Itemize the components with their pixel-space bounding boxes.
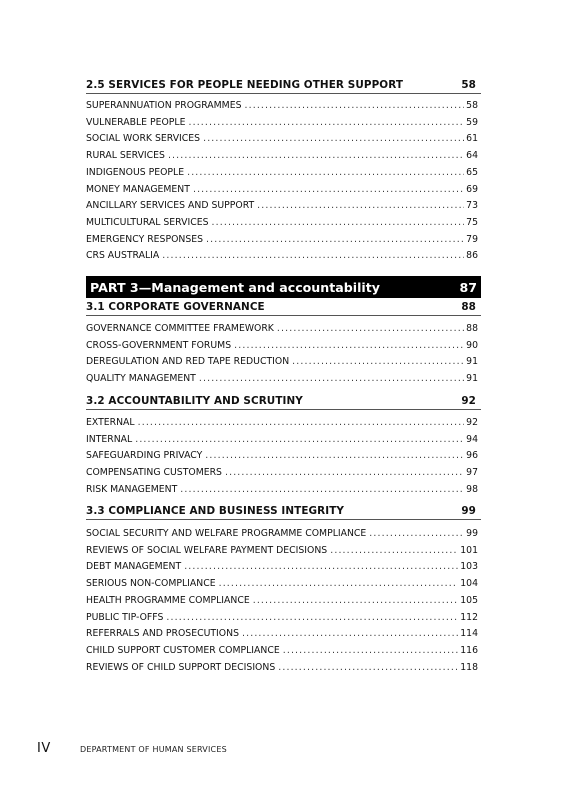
dot-leader [242,628,458,639]
toc-entry [86,200,481,214]
dot-leader [277,323,464,334]
dot-leader [203,133,464,144]
toc-entry [86,484,481,498]
toc-entry [86,373,481,387]
toc-entry-label: INDIGENOUS PEOPLE [86,166,185,178]
section-page-number: 58 [461,78,476,91]
dot-leader [166,612,458,623]
section-title: 3.1 CORPORATE GOVERNANCE [86,300,265,313]
dot-leader [168,150,464,161]
dot-leader [187,167,464,178]
toc-entry-page-number: 101 [460,544,478,556]
dot-leader [234,340,464,351]
toc-entry-label: PUBLIC TIP-OFFS [86,611,164,623]
section-heading [86,393,481,410]
toc-entry-page-number: 116 [460,644,478,656]
section-heading [86,503,481,520]
dot-leader [330,545,458,556]
toc-entry-label: SUPERANNUATION PROGRAMMES [86,100,242,111]
toc-entry-page-number: 114 [460,628,478,640]
toc-entry-page-number: 91 [466,356,478,368]
toc-entry-label: CHILD SUPPORT CUSTOMER COMPLIANCE [86,644,280,656]
dot-leader [253,595,459,606]
toc-entry-label: VULNERABLE PEOPLE [86,116,186,128]
toc-entry-page-number: 97 [466,467,478,479]
toc-entry [86,628,481,642]
toc-entry-label: RISK MANAGEMENT [86,483,178,495]
section-title: 3.3 COMPLIANCE AND BUSINESS INTEGRITY [86,504,345,517]
section-heading [86,77,481,94]
toc-entry-page-number: 98 [466,483,478,495]
toc-entry [86,100,481,114]
toc-entry-label: SOCIAL SECURITY AND WELFARE PROGRAMME COMPLIANCE [86,528,367,539]
toc-entry-page-number: 99 [466,528,478,539]
toc-entry [86,417,481,431]
dot-leader [212,217,465,228]
toc-entry-label: EMERGENCY RESPONSES [86,233,204,245]
toc-entry [86,645,481,659]
toc-entry [86,234,481,248]
toc-entry-page-number: 94 [466,433,478,445]
toc-entry-label: HEALTH PROGRAMME COMPLIANCE [86,594,250,606]
toc-entry [86,184,481,198]
toc-entry [86,150,481,164]
toc-entry-page-number: 104 [460,578,478,590]
toc-entry-page-number: 73 [466,200,478,212]
toc-entry-label: COMPENSATING CUSTOMERS [86,467,222,479]
dot-leader [205,450,464,461]
section-title: 3.2 ACCOUNTABILITY AND SCRUTINY [86,394,303,407]
toc-entry-label: INTERNAL [86,433,133,445]
toc-entry-page-number: 92 [466,417,478,428]
toc-entry-page-number: 59 [466,116,478,128]
toc-entry-label: SERIOUS NON-COMPLIANCE [86,578,216,590]
toc-entry [86,217,481,231]
toc-entry [86,450,481,464]
dot-leader [135,434,464,445]
part-title: PART 3—Management and accountability [90,279,380,295]
dot-leader [244,100,464,111]
toc-entry [86,612,481,626]
toc-entry-label: MULTICULTURAL SERVICES [86,216,209,228]
toc-entry-page-number: 65 [466,166,478,178]
toc-entry-label: SAFEGUARDING PRIVACY [86,450,203,462]
toc-entry-label: DEREGULATION AND RED TAPE REDUCTION [86,356,290,368]
toc-entry [86,578,481,592]
toc-entry-page-number: 88 [466,323,478,334]
toc-entry [86,250,481,264]
toc-entry-page-number: 58 [466,100,478,111]
dot-leader [199,373,464,384]
dot-leader [292,356,464,367]
toc-entry-label: EXTERNAL [86,417,135,428]
footer-department-name: DEPARTMENT OF HUMAN SERVICES [80,745,227,754]
dot-leader [257,200,464,211]
toc-entry-page-number: 90 [466,339,478,351]
toc-entry [86,662,481,676]
toc-entry-page-number: 91 [466,373,478,385]
section-title: 2.5 SERVICES FOR PEOPLE NEEDING OTHER SUPPORT [86,78,404,91]
dot-leader [219,578,459,589]
dot-leader [138,417,465,428]
toc-entry-label: DEBT MANAGEMENT [86,561,182,573]
toc-entry-page-number: 96 [466,450,478,462]
toc-entry [86,167,481,181]
toc-entry-page-number: 69 [466,183,478,195]
toc-entry-page-number: 105 [460,594,478,606]
dot-leader [278,662,458,673]
toc-entry [86,340,481,354]
toc-entry-label: REFERRALS AND PROSECUTIONS [86,628,239,640]
toc-entry-page-number: 112 [460,611,478,623]
toc-entry-label: QUALITY MANAGEMENT [86,373,196,385]
part-page-number: 87 [459,279,477,295]
toc-entry [86,434,481,448]
toc-entry [86,595,481,609]
toc-entry-label: MONEY MANAGEMENT [86,183,190,195]
section-heading [86,299,481,316]
dot-leader [193,184,464,195]
toc-entry-page-number: 75 [466,216,478,228]
section-page-number: 88 [461,300,476,313]
dot-leader [180,484,464,495]
toc-entry-label: REVIEWS OF CHILD SUPPORT DECISIONS [86,661,276,673]
toc-entry-label: ANCILLARY SERVICES AND SUPPORT [86,200,255,212]
toc-entry-page-number: 103 [460,561,478,573]
toc-entry-label: CRS AUSTRALIA [86,250,160,262]
toc-entry-label: REVIEWS OF SOCIAL WELFARE PAYMENT DECISIONS [86,544,328,556]
toc-entry [86,545,481,559]
dot-leader [188,117,464,128]
toc-entry [86,323,481,337]
toc-entry-page-number: 86 [466,250,478,262]
toc-entry-page-number: 118 [460,661,478,673]
dot-leader [162,250,464,261]
toc-entry-label: GOVERNANCE COMMITTEE FRAMEWORK [86,323,274,334]
toc-entry-page-number: 64 [466,150,478,162]
toc-entry-label: SOCIAL WORK SERVICES [86,133,201,145]
toc-entry-label: CROSS-GOVERNMENT FORUMS [86,339,232,351]
dot-leader [206,234,464,245]
section-page-number: 92 [461,394,476,407]
toc-entry [86,561,481,575]
dot-leader [225,467,464,478]
section-page-number: 99 [461,504,476,517]
footer-page-numeral: IV [37,741,51,756]
part-heading-band [86,276,481,298]
toc-entry-page-number: 79 [466,233,478,245]
toc-entry [86,356,481,370]
toc-entry-page-number: 61 [466,133,478,145]
toc-entry [86,117,481,131]
toc-entry [86,133,481,147]
toc-entry [86,528,481,542]
dot-leader [184,561,458,572]
dot-leader [369,528,464,539]
toc-entry-label: RURAL SERVICES [86,150,165,162]
dot-leader [283,645,459,656]
toc-entry [86,467,481,481]
